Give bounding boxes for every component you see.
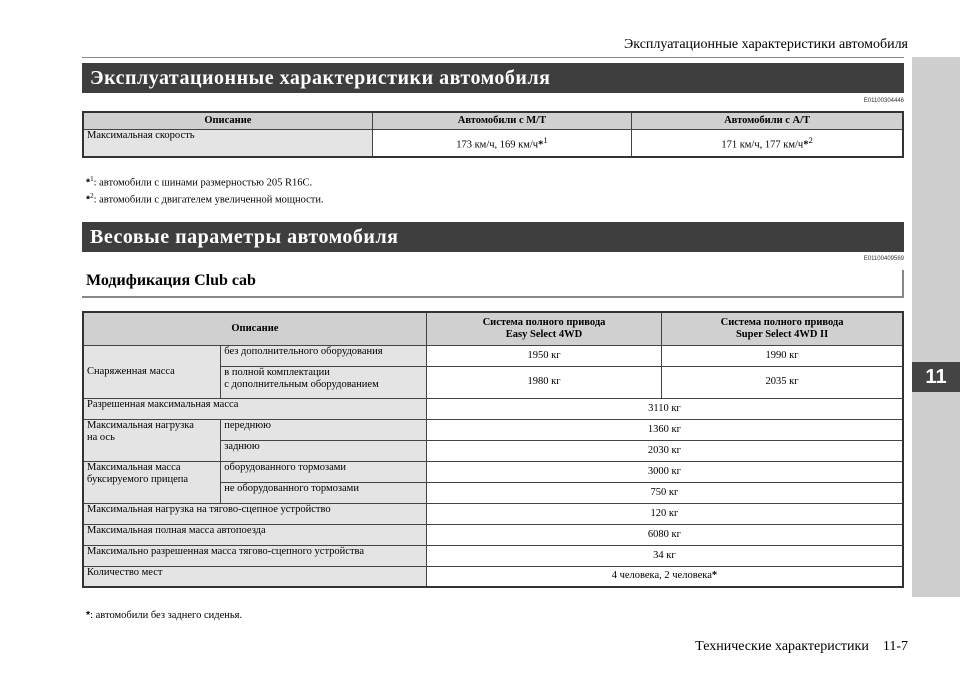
- footnote-mark: *: [803, 139, 809, 151]
- cell-text: 4 человека, 2 человека: [611, 570, 712, 582]
- row-label: [83, 419, 221, 461]
- table-header: Описание: [83, 312, 426, 345]
- chapter-tab-strip: [912, 57, 960, 597]
- header-line: Система полного привода: [720, 316, 844, 328]
- sublabel-line: в полной комплектации: [224, 366, 330, 378]
- table-cell: 1980 кг: [426, 366, 661, 398]
- row-label: Снаряженная масса: [83, 345, 221, 398]
- footnote-sup: 2: [90, 192, 94, 200]
- header-rule: [82, 57, 904, 58]
- row-sublabel: [221, 366, 427, 398]
- footnote-mark: *: [86, 176, 91, 189]
- footnote-mark: *: [86, 609, 91, 621]
- cell-text: 171 км/ч, 177 км/ч: [721, 139, 804, 151]
- row-label: Разрешенная максимальная масса: [83, 398, 426, 419]
- row-label: Максимально разрешенная масса тягово-сцепного устройства: [83, 545, 426, 566]
- row-sublabel: без дополнительного оборудования: [221, 345, 427, 366]
- table-cell: 120 кг: [426, 503, 903, 524]
- label-line: Максимальная масса: [87, 461, 181, 473]
- sublabel-line: с дополнительным оборудованием: [224, 378, 379, 390]
- footnote-sup: 1: [90, 175, 94, 183]
- doc-code: E01100409569: [863, 256, 904, 262]
- table-cell: 2035 кг: [662, 366, 903, 398]
- row-label: Максимальная полная масса автопоезда: [83, 524, 426, 545]
- header-line: Super Select 4WD II: [735, 328, 829, 340]
- table-header: Автомобили с M/T: [372, 112, 631, 129]
- table-header: [662, 312, 903, 345]
- footnote: [86, 175, 312, 189]
- footnote-text: : автомобили с шинами размерностью 205 R16C.: [93, 177, 313, 189]
- table-header: Описание: [83, 112, 372, 129]
- table-cell: [426, 566, 903, 587]
- table-cell: 1990 кг: [662, 345, 903, 366]
- chapter-tab[interactable]: 11: [912, 362, 960, 392]
- label-line: на ось: [87, 431, 115, 443]
- running-header: Эксплуатационные характеристики автомобиля: [624, 37, 908, 52]
- row-sublabel: переднюю: [221, 419, 427, 440]
- footnote: [86, 609, 242, 621]
- table-cell: 1360 кг: [426, 419, 903, 440]
- subsection-rule-end: [902, 270, 904, 298]
- subsection-title: Модификация Club cab: [86, 272, 256, 289]
- label-line: Максимальная нагрузка: [87, 419, 194, 431]
- footnote: [86, 192, 324, 206]
- table-cell: 34 кг: [426, 545, 903, 566]
- footnote-sup: 2: [808, 135, 813, 145]
- table-header: Автомобили с A/T: [632, 112, 903, 129]
- table-cell: 2030 кг: [426, 440, 903, 461]
- footnote-text: : автомобили без заднего сиденья.: [90, 610, 243, 621]
- table-cell: 6080 кг: [426, 524, 903, 545]
- row-sublabel: заднюю: [221, 440, 427, 461]
- table-cell: [372, 129, 631, 157]
- header-line: Easy Select 4WD: [505, 328, 583, 340]
- footnote-sup: 1: [543, 135, 548, 145]
- cell-text: 173 км/ч, 169 км/ч: [456, 139, 539, 151]
- performance-table: [82, 111, 904, 158]
- row-sublabel: оборудованного тормозами: [221, 461, 427, 482]
- row-label: [83, 461, 221, 503]
- weights-table: [82, 311, 904, 588]
- row-label: [83, 129, 372, 157]
- footnote-mark: *: [711, 570, 718, 582]
- footnote-mark: *: [538, 139, 544, 151]
- row-label: Максимальная нагрузка на тягово-сцепное устройство: [83, 503, 426, 524]
- section-title-weights: Весовые параметры автомобиля: [82, 222, 904, 252]
- table-cell: 1950 кг: [426, 345, 661, 366]
- table-cell: 750 кг: [426, 482, 903, 503]
- row-label: Количество мест: [83, 566, 426, 587]
- table-cell: 3110 кг: [426, 398, 903, 419]
- page-footer: [695, 639, 908, 655]
- table-header: [426, 312, 661, 345]
- page-number: 11-7: [882, 639, 908, 654]
- footnote-text: : автомобили с двигателем увеличенной мощности.: [93, 194, 324, 206]
- table-cell: [632, 129, 903, 157]
- subsection-rule: [82, 296, 904, 298]
- doc-code: E01100304446: [863, 98, 904, 104]
- section-title-performance: Эксплуатационные характеристики автомобиля: [82, 63, 904, 93]
- footnote-mark: *: [86, 193, 91, 206]
- footer-section: Технические характеристики: [695, 639, 869, 654]
- header-line: Система полного привода: [482, 316, 606, 328]
- label-line: буксируемого прицепа: [87, 473, 189, 485]
- row-sublabel: не оборудованного тормозами: [221, 482, 427, 503]
- row-label-text: Максимальная скорость: [87, 129, 195, 141]
- table-cell: 3000 кг: [426, 461, 903, 482]
